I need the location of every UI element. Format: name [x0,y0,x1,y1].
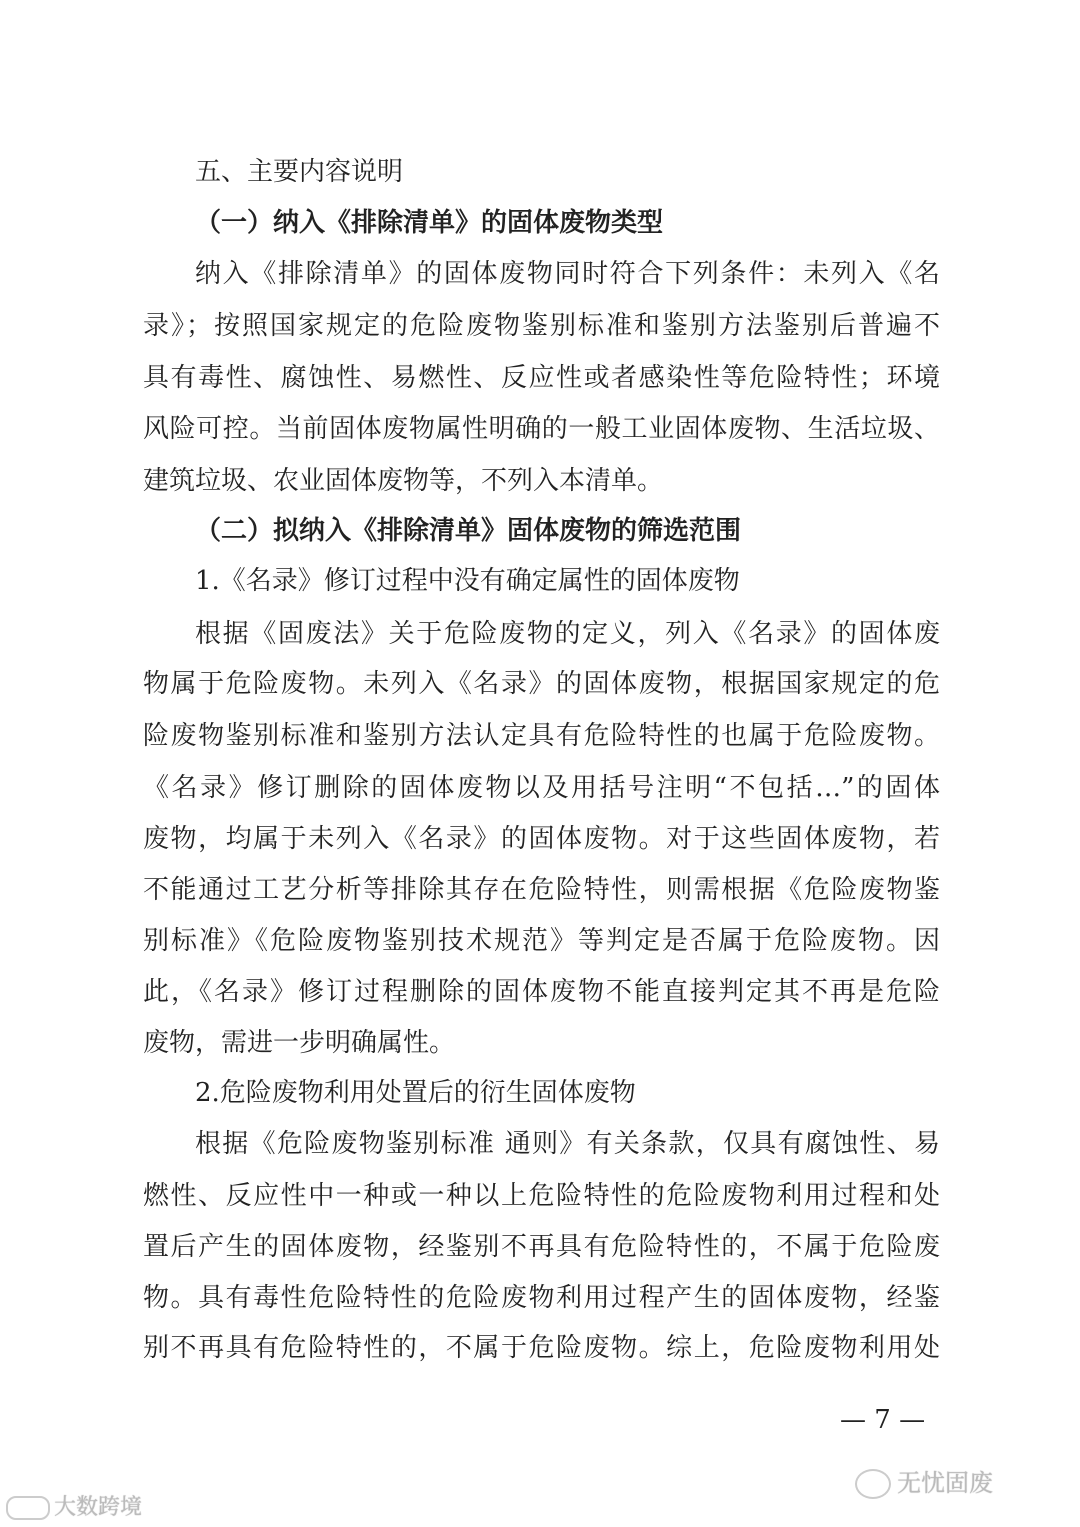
section1-line: 建筑垃圾、农业固体废物等，不列入本清单。 [143,466,664,496]
wechat-watermark [855,1463,993,1499]
item2-line: 物。具有毒性危险特性的危险废物利用过程产生的固体废物，经鉴 [143,1283,940,1313]
item1-line: 根据《固废法》关于危险废物的定义，列入《名录》的固体废 [195,619,940,649]
wechat-watermark-text: 无忧固废 [897,1469,993,1497]
item1-line: 废物，需进一步明确属性。 [143,1028,456,1058]
item1-title: 1.《名录》修订过程中没有确定属性的固体废物 [195,566,740,596]
item2-line: 置后产生的固体废物，经鉴别不再具有危险特性的，不属于危险废 [143,1232,940,1262]
page-heading: 五、主要内容说明 [195,157,404,187]
section1-line: 具有毒性、腐蚀性、易燃性、反应性或者感染性等危险特性；环境 [143,363,940,393]
item1-line: 不能通过工艺分析等排除其存在危险特性，则需根据《危险废物鉴 [143,875,940,905]
section1-line: 纳入《排除清单》的固体废物同时符合下列条件：未列入《名 [195,259,940,289]
item2-line: 燃性、反应性中一种或一种以上危险特性的危险废物利用过程和处 [143,1181,940,1211]
section1-line: 录》；按照国家规定的危险废物鉴别标准和鉴别方法鉴别后普遍不 [143,311,940,341]
item1-line: 《名录》修订删除的固体废物以及用括号注明“不包括…”的固体 [143,773,940,803]
section1-title: （一）纳入《排除清单》的固体废物类型 [195,208,664,238]
page-number: — 7 — [840,1405,926,1435]
item2-title: 2.危险废物利用处置后的衍生固体废物 [195,1078,636,1108]
item2-line: 根据《危险废物鉴别标准 通则》有关条款，仅具有腐蚀性、易 [195,1129,940,1159]
item1-line: 此，《名录》修订过程删除的固体废物不能直接判定其不再是危险 [143,977,940,1007]
wechat-icon [855,1469,891,1499]
source-logo-icon [6,1496,50,1520]
source-watermark-text: 大数跨境 [54,1495,143,1520]
item1-line: 物属于危险废物。未列入《名录》的固体废物，根据国家规定的危 [143,669,940,699]
section1-line: 风险可控。当前固体废物属性明确的一般工业固体废物、生活垃圾、 [143,414,940,444]
item2-line: 别不再具有危险特性的，不属于危险废物。综上，危险废物利用处 [143,1333,940,1363]
source-watermark [6,1490,142,1521]
item1-line: 险废物鉴别标准和鉴别方法认定具有危险特性的也属于危险废物。 [143,721,940,751]
section2-title: （二）拟纳入《排除清单》固体废物的筛选范围 [195,516,742,546]
item1-line: 别标准》《危险废物鉴别技术规范》等判定是否属于危险废物。因 [143,926,940,956]
item1-line: 废物，均属于未列入《名录》的固体废物。对于这些固体废物，若 [143,824,940,854]
